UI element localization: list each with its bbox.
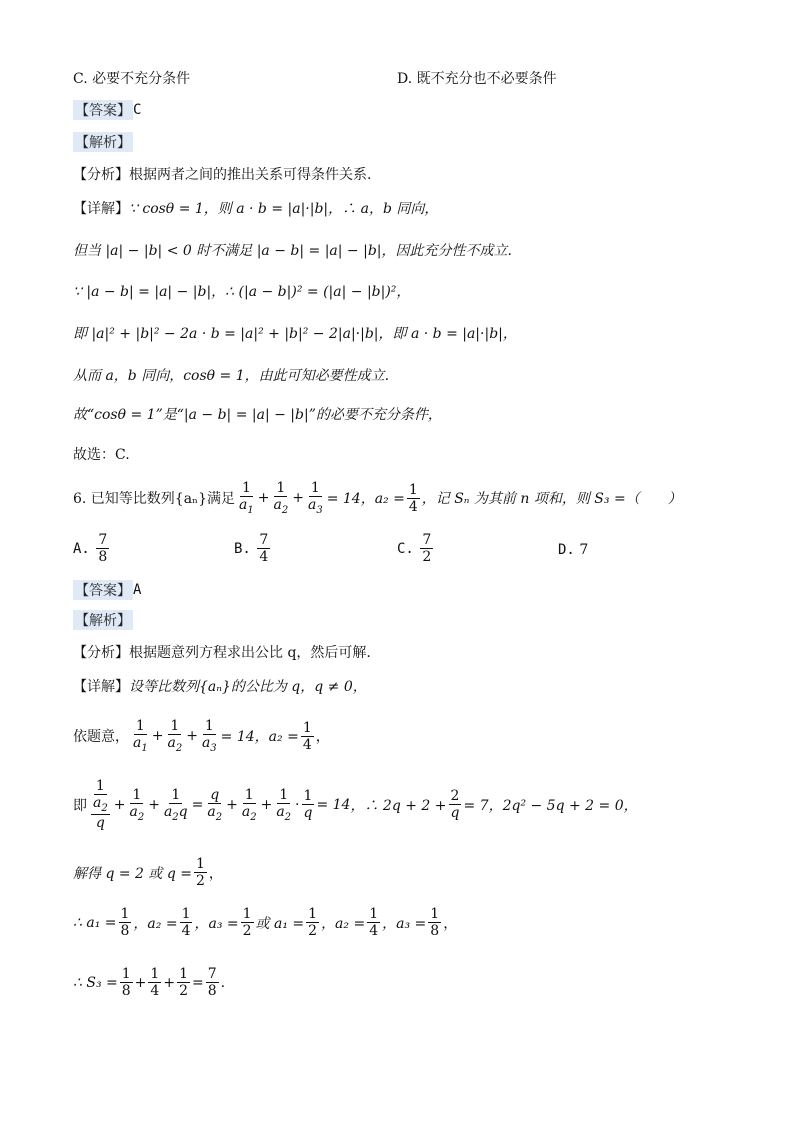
frac-1-a1: $\frac{1}{a_1}$ bbox=[239, 480, 254, 516]
frac-jiede: $\frac{1}{2}$ bbox=[196, 856, 205, 890]
q6-option-b-label: B. bbox=[234, 540, 251, 557]
detail-line-q6 bbox=[73, 676, 367, 696]
q6-s1d: 或 a₁ = bbox=[255, 915, 305, 932]
analysis-tag-q6: 【解析】 bbox=[73, 610, 133, 630]
q6-stem: 6. 已知等比数列{aₙ}满足 $\frac{1}{a_1}$ + $\frac{1}{a_2}$ + $\frac{1}{a_3}$ = 14，a₂ = $\frac{1}{4}$ ，记 Sₙ 为其前 n 项和，则 S₃ =（ ） bbox=[73, 480, 682, 516]
q6-option-b-num: 7 bbox=[259, 532, 269, 548]
q6-option-c-den: 2 bbox=[422, 549, 432, 566]
answer-line-q5 bbox=[73, 100, 141, 120]
fenxi-text-q6: 根据题意列方程求出公比 q，然后可解. bbox=[129, 645, 371, 661]
frac-yt-3: $\frac{1}{a_3}$ bbox=[201, 718, 217, 754]
q6-option-d-value: 7 bbox=[579, 542, 589, 558]
option-c bbox=[73, 68, 190, 88]
answer-line-q6 bbox=[73, 580, 141, 600]
frac-ji-4: $\frac{q}{a_2}$ bbox=[207, 786, 223, 823]
fenxi-text: 根据两者之间的推出关系可得条件关系. bbox=[129, 167, 372, 183]
frac-ji-8: $\frac{2}{q}$ bbox=[450, 788, 460, 822]
frac-f1: $\frac{1}{8}$ bbox=[121, 966, 131, 1000]
q6-yitiyi: 依题意， $\frac{1}{a_1}$ + $\frac{1}{a_2}$ + $\frac{1}{a_3}$ = 14，a₂ = $\frac{1}{4}$ ， bbox=[73, 718, 330, 754]
fenxi-tag-q6: 【分析】 bbox=[73, 645, 129, 661]
q5-line-2 bbox=[73, 240, 512, 260]
q6-final-prefix: ∴ S₃ = bbox=[73, 974, 118, 991]
answer-tag-q6: 【答案】 bbox=[73, 580, 133, 600]
q5-line-4 bbox=[73, 323, 517, 343]
frac-s3: $\frac{1}{2}$ bbox=[242, 906, 252, 940]
frac-s1: $\frac{1}{8}$ bbox=[120, 906, 130, 940]
q5-line-3-text: ∵ |a − b| = |a| − |b|，∴ (|a − b|)² = (|a| − |b|)²， bbox=[73, 284, 411, 300]
frac-1-a3: $\frac{1}{a_3}$ bbox=[307, 480, 323, 516]
q6-option-d-label: D. bbox=[558, 542, 575, 558]
frac-yt-1: $\frac{1}{a_1}$ bbox=[133, 718, 148, 754]
answer-value: C bbox=[133, 102, 142, 118]
q6-ji-mid: = 14 bbox=[316, 796, 351, 813]
answer-value-q6: A bbox=[133, 582, 142, 598]
q6-stem-prefix: 6. 已知等比数列{aₙ}满足 bbox=[73, 491, 236, 508]
q6-option-a bbox=[73, 532, 111, 565]
frac-1-a2: $\frac{1}{a_2}$ bbox=[273, 480, 289, 516]
q6-option-d bbox=[558, 542, 588, 558]
q6-jiede: 解得 q = 2 或 q = $\frac{1}{2}$ ， bbox=[73, 856, 223, 890]
q6-stem-eq: = 14，a₂ = bbox=[326, 491, 405, 508]
q6-stem-suffix: ，记 Sₙ 为其前 n 项和，则 S₃ =（ ） bbox=[421, 491, 682, 508]
fenxi-line-q6 bbox=[73, 642, 371, 662]
q5-line-6-text: 故“cosθ = 1”是“|a − b| = |a| − |b|”的必要不充分条件， bbox=[73, 407, 442, 423]
q6-s1f: ，a₃ = bbox=[382, 915, 427, 932]
option-d-text: D. 既不充分也不必要条件 bbox=[397, 71, 557, 87]
q5-line-7-text: 故选：C. bbox=[73, 447, 130, 463]
q6-option-b bbox=[234, 532, 272, 565]
q5-line-6 bbox=[73, 404, 442, 424]
q6-option-a-frac bbox=[96, 532, 109, 565]
detail-text-q6: 设等比数列{aₙ}的公比为 q，q ≠ 0， bbox=[129, 679, 367, 695]
q6-s1b: ，a₂ = bbox=[133, 915, 178, 932]
q6-option-c bbox=[397, 532, 435, 565]
q5-line-2-text: 但当 |a| − |b| < 0 时不满足 |a − b| = |a| − |b|，因此充分性不成立. bbox=[73, 243, 512, 259]
frac-f3: $\frac{1}{2}$ bbox=[179, 966, 188, 1000]
frac-ji-1: $\frac{1}{\frac{a_2}{q}}$ bbox=[93, 778, 108, 832]
frac-f4: $\frac{7}{8}$ bbox=[207, 966, 217, 1000]
frac-ji-5: $\frac{1}{a_2}$ bbox=[241, 786, 257, 823]
frac-1-4: $\frac{1}{4}$ bbox=[408, 481, 418, 515]
q6-ji: 即 $\frac{1}{\frac{a_2}{q}}$ + $\frac{1}{a_2}$ + $\frac{1}{a_2q}$ = $\frac{q}{a_2}$ + $\frac{1}{a_2}$ + $\frac{1}{a_2}$ · $\frac{1}{q}$ = 14 ，∴ 2q + 2 + $\frac{2}{q}$ = 7，2q² − 5q + 2 = 0， bbox=[73, 778, 638, 832]
frac-yt-2: $\frac{1}{a_2}$ bbox=[167, 718, 183, 754]
q6-ji-tail2: = 7，2q² − 5q + 2 = 0， bbox=[463, 797, 638, 814]
detail-text: ∵ cosθ = 1，则 a · b = |a|·|b|，∴ a，b 同向， bbox=[129, 201, 439, 217]
q5-line-3 bbox=[73, 281, 410, 301]
frac-yt-1-4: $\frac{1}{4}$ bbox=[302, 719, 312, 753]
q6-option-c-label: C. bbox=[397, 540, 414, 557]
q6-solutions: ∴ a₁ = $\frac{1}{8}$ ，a₂ = $\frac{1}{4}$ ，a₃ = $\frac{1}{2}$ 或 a₁ = $\frac{1}{2}$ ，a₂ = $\frac{1}{4}$ ，a₃ = $\frac{1}{8}$ ， bbox=[73, 906, 458, 940]
q6-jiede-text: 解得 q = 2 或 q = bbox=[73, 865, 192, 882]
frac-s4: $\frac{1}{2}$ bbox=[308, 906, 318, 940]
q5-line-5-text: 从而 a，b 同向，cosθ = 1，由此可知必要性成立. bbox=[73, 368, 390, 384]
frac-s2: $\frac{1}{4}$ bbox=[181, 906, 191, 940]
q6-s1c: ，a₃ = bbox=[194, 915, 239, 932]
frac-s6: $\frac{1}{8}$ bbox=[430, 906, 440, 940]
analysis-line-q5 bbox=[73, 132, 133, 152]
q6-option-a-num: 7 bbox=[98, 532, 108, 548]
detail-tag-q6: 【详解】 bbox=[73, 679, 129, 695]
q6-option-b-den: 4 bbox=[259, 549, 269, 566]
frac-ji-7: $\frac{1}{q}$ bbox=[303, 788, 313, 822]
q6-option-b-frac bbox=[257, 532, 270, 565]
answer-tag: 【答案】 bbox=[73, 100, 133, 120]
detail-tag: 【详解】 bbox=[73, 201, 129, 217]
q5-line-4-text: 即 |a|² + |b|² − 2a · b = |a|² + |b|² − 2|a|·|b|，即 a · b = |a|·|b|， bbox=[73, 326, 517, 342]
frac-s5: $\frac{1}{4}$ bbox=[369, 906, 379, 940]
q6-final-eq: = bbox=[191, 974, 204, 991]
detail-line-q5 bbox=[73, 198, 438, 218]
q6-ji-prefix: 即 bbox=[73, 797, 87, 814]
q6-s1: ∴ a₁ = bbox=[73, 914, 117, 931]
fenxi-line-q5 bbox=[73, 164, 371, 184]
q6-yitiyi-tail: = 14，a₂ = bbox=[220, 729, 299, 746]
q6-s1e: ，a₂ = bbox=[321, 915, 366, 932]
q6-option-a-label: A. bbox=[73, 540, 90, 557]
q5-line-5 bbox=[73, 365, 389, 385]
frac-ji-6: $\frac{1}{a_2}$ bbox=[276, 786, 292, 823]
q6-ji-tail: ，∴ 2q + 2 + bbox=[350, 797, 447, 814]
option-c-text: C. 必要不充分条件 bbox=[73, 71, 191, 87]
frac-f2: $\frac{1}{4}$ bbox=[150, 966, 160, 1000]
frac-ji-3: $\frac{1}{a_2q}$ bbox=[163, 786, 188, 823]
q6-yitiyi-text: 依题意， bbox=[73, 729, 129, 746]
q5-line-7 bbox=[73, 444, 130, 464]
analysis-tag: 【解析】 bbox=[73, 132, 133, 152]
fenxi-tag: 【分析】 bbox=[73, 167, 129, 183]
q6-option-c-frac bbox=[420, 532, 433, 565]
option-d bbox=[397, 68, 557, 88]
analysis-line-q6 bbox=[73, 610, 133, 630]
q6-option-a-den: 8 bbox=[98, 549, 108, 566]
q6-option-c-num: 7 bbox=[422, 532, 432, 548]
q6-final: ∴ S₃ = $\frac{1}{8}$ + $\frac{1}{4}$ + $\frac{1}{2}$ = $\frac{7}{8}$ . bbox=[73, 966, 226, 1000]
frac-ji-2: $\frac{1}{a_2}$ bbox=[129, 786, 145, 823]
